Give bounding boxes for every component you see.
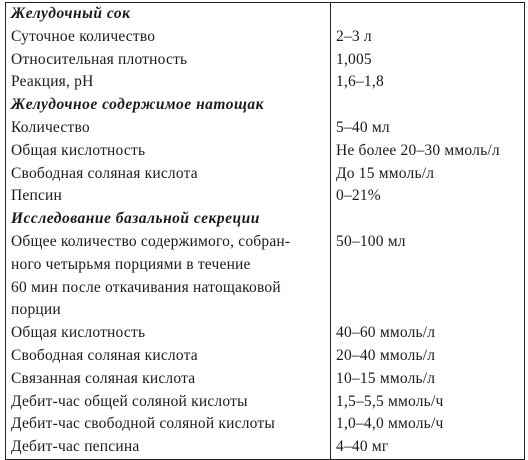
parameter-value: До 15 ммоль/л <box>331 163 525 186</box>
parameter-value: 1,005 <box>331 49 525 72</box>
table-row <box>6 185 525 208</box>
table-row <box>6 117 525 140</box>
section-heading-row <box>6 3 525 26</box>
parameter-value: 40–60 ммоль/л <box>331 322 525 345</box>
parameter-name-multiline <box>6 231 331 322</box>
parameter-name-line: 60 мин после откачивания натощаковой <box>11 278 281 296</box>
table-row <box>6 413 525 436</box>
parameter-value: 1,5–5,5 ммоль/ч <box>331 391 525 414</box>
parameter-value: 2–3 л <box>331 26 525 49</box>
parameter-value: 5–40 мл <box>331 117 525 140</box>
value-cell <box>331 208 525 231</box>
parameter-name: Дебит-час общей соляной кислоты <box>6 391 331 414</box>
parameter-value: 4–40 мг <box>331 436 525 459</box>
section-heading-row <box>6 94 525 117</box>
parameter-value: Не более 20–30 ммоль/л <box>331 140 525 163</box>
parameter-value: 0–21% <box>331 185 525 208</box>
table-row <box>6 163 525 186</box>
section-heading: Исследование базальной секреции <box>6 208 331 231</box>
table-row <box>6 391 525 414</box>
parameter-name: Дебит-час пепсина <box>6 436 331 459</box>
parameter-name: Суточное количество <box>6 26 331 49</box>
parameter-name: Пепсин <box>6 185 331 208</box>
table-row <box>6 368 525 391</box>
parameter-value: 50–100 мл <box>331 231 525 322</box>
parameter-value: 10–15 ммоль/л <box>331 368 525 391</box>
value-cell <box>331 94 525 117</box>
parameter-value: 1,0–4,0 ммоль/ч <box>331 413 525 436</box>
parameter-name: Дебит-час свободной соляной кислоты <box>6 413 331 436</box>
table-row <box>6 49 525 72</box>
table-row <box>6 231 525 322</box>
parameter-name-line: порции <box>11 301 61 319</box>
parameter-name: Реакция, pH <box>6 71 331 94</box>
parameter-name: Связанная соляная кислота <box>6 368 331 391</box>
table-row <box>6 140 525 163</box>
section-heading: Желудочный сок <box>6 3 331 26</box>
parameter-name: Свободная соляная кислота <box>6 163 331 186</box>
section-heading-row <box>6 208 525 231</box>
parameter-name-line: ного четырьмя порциями в течение <box>11 255 251 273</box>
table-row <box>6 71 525 94</box>
parameter-value: 20–40 ммоль/л <box>331 345 525 368</box>
parameter-name: Общая кислотность <box>6 322 331 345</box>
table-row <box>6 322 525 345</box>
parameter-name: Относительная плотность <box>6 49 331 72</box>
table-row <box>6 26 525 49</box>
parameter-name: Свободная соляная кислота <box>6 345 331 368</box>
table-row <box>6 345 525 368</box>
section-heading: Желудочное содержимое натощак <box>6 94 331 117</box>
value-cell <box>331 3 525 26</box>
parameter-name: Общая кислотность <box>6 140 331 163</box>
reference-values-table <box>5 2 525 460</box>
parameter-value: 1,6–1,8 <box>331 71 525 94</box>
parameter-name: Количество <box>6 117 331 140</box>
parameter-name-line: Общее количество содержимого, собран- <box>11 232 291 250</box>
